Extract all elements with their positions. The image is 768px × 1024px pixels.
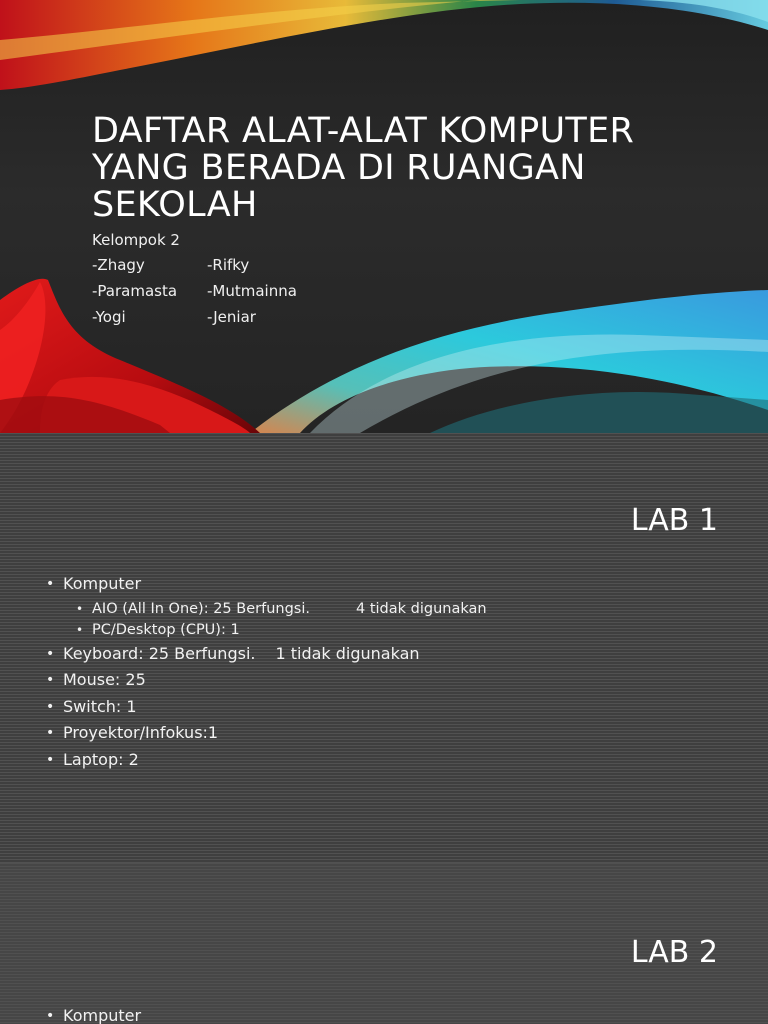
member-name: -Zhagy bbox=[92, 256, 145, 274]
subtitle bbox=[92, 230, 352, 330]
list-item bbox=[46, 695, 487, 722]
item-text: Proyektor/Infokus:1 bbox=[63, 723, 219, 742]
member-name: -Mutmainna bbox=[207, 282, 297, 300]
member-name: -Jeniar bbox=[207, 308, 256, 326]
slide-heading: LAB 1 bbox=[630, 503, 718, 538]
item-note: 1 tidak digunakan bbox=[275, 643, 420, 663]
member-row bbox=[92, 252, 352, 278]
lab2-slide bbox=[0, 863, 768, 1024]
member-name: -Rifky bbox=[207, 256, 250, 274]
list-item bbox=[46, 668, 487, 695]
sub-list-item bbox=[46, 599, 487, 621]
item-text: Keyboard: 25 Berfungsi. bbox=[63, 643, 256, 663]
member-name: -Paramasta bbox=[92, 282, 178, 300]
title-line: SEKOLAH bbox=[92, 185, 258, 225]
item-text: AIO (All In One): 25 Berfungsi. bbox=[92, 600, 310, 617]
presentation-title bbox=[92, 113, 692, 224]
title-slide bbox=[0, 0, 768, 433]
item-text: PC/Desktop (CPU): 1 bbox=[92, 622, 240, 638]
member-name: -Yogi bbox=[92, 308, 126, 326]
slide-heading: LAB 2 bbox=[630, 935, 718, 970]
item-text: Switch: 1 bbox=[63, 696, 137, 716]
list-item bbox=[46, 748, 487, 775]
group-label: Kelompok 2 bbox=[92, 231, 180, 249]
item-note: 4 tidak digunakan bbox=[355, 600, 487, 617]
item-text: Laptop: 2 bbox=[63, 749, 139, 769]
sub-list-item bbox=[46, 620, 487, 642]
item-text: Komputer bbox=[63, 1006, 142, 1024]
title-line: YANG BERADA DI RUANGAN bbox=[92, 148, 586, 188]
list-item bbox=[46, 1004, 141, 1024]
title-line: DAFTAR ALAT-ALAT KOMPUTER bbox=[92, 111, 635, 151]
member-row bbox=[92, 304, 352, 330]
item-text: Komputer bbox=[63, 574, 142, 593]
equipment-list bbox=[46, 1004, 141, 1024]
list-item bbox=[46, 721, 487, 748]
member-list bbox=[92, 252, 352, 330]
item-text: Mouse: 25 bbox=[63, 670, 146, 689]
lab1-slide bbox=[0, 433, 768, 863]
list-item bbox=[46, 642, 487, 669]
equipment-list bbox=[46, 572, 487, 774]
member-row bbox=[92, 278, 352, 304]
list-item bbox=[46, 572, 487, 599]
